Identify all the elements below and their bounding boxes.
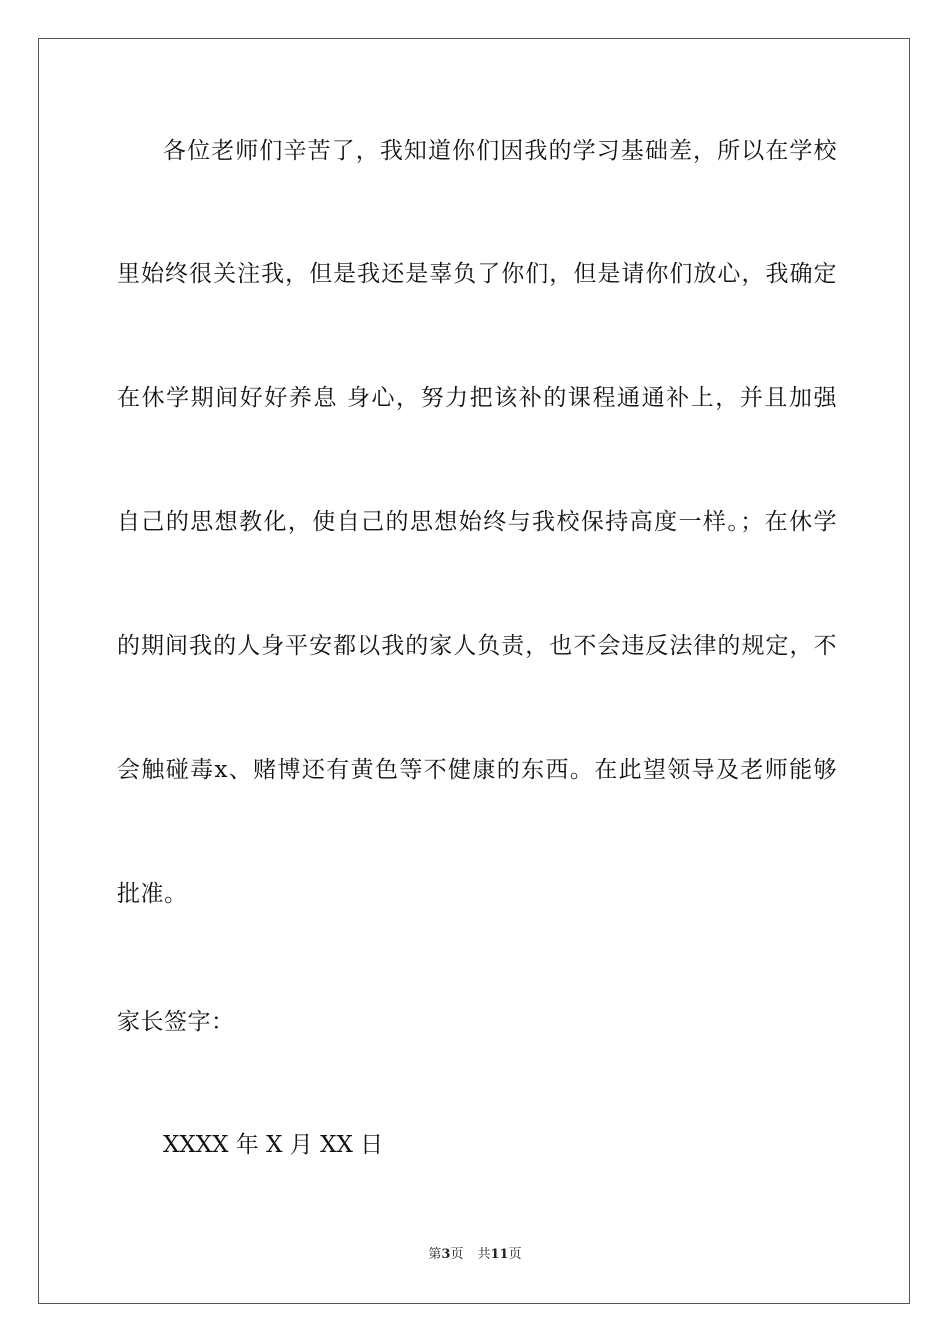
paragraph-line-2: 里始终很关注我，但是我还是辜负了你们，但是请你们放心，我确定	[117, 261, 837, 287]
footer-page-prefix: 第	[428, 1247, 442, 1262]
paragraph-line-4: 自己的思想教化，使自己的思想始终与我校保持高度一样。；在休学	[117, 509, 837, 535]
page-border	[38, 38, 910, 1304]
paragraph-line-5: 的期间我的人身平安都以我的家人负责，也不会违反法律的规定，不	[117, 633, 837, 659]
footer-total-prefix: 共	[477, 1247, 491, 1262]
paragraph-line-1: 各位老师们辛苦了，我知道你们因我的学习基础差，所以在学校	[163, 138, 837, 164]
date-line: XXXX 年 X 月 XX 日	[163, 1132, 384, 1158]
paragraph-line-3: 在休学期间好好养息 身心，努力把该补的课程通通补上，并且加强	[117, 385, 837, 411]
footer-page-suffix: 页	[450, 1247, 464, 1262]
signature-label: 家长签字：	[117, 1009, 235, 1035]
paragraph-line-6: 会触碰毒x、赌博还有黄色等不健康的东西。在此望领导及老师能够	[117, 757, 837, 783]
footer-page-current: 3	[441, 1247, 451, 1262]
footer-total-suffix: 页	[508, 1247, 522, 1262]
paragraph-line-7: 批准。	[117, 881, 188, 907]
page-footer	[0, 1247, 950, 1263]
footer-page-total: 11	[490, 1247, 509, 1262]
